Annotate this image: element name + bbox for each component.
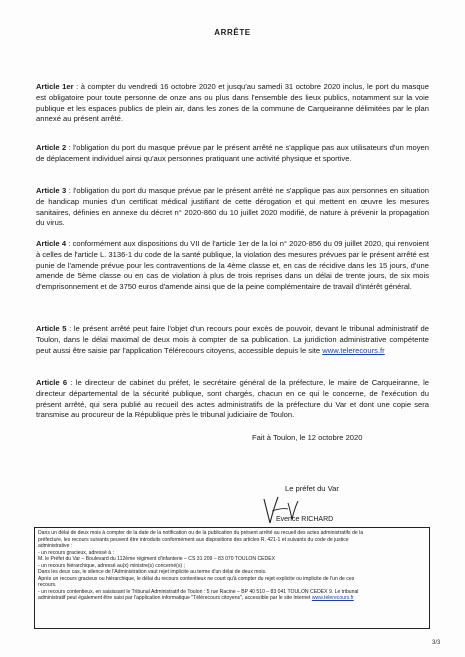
article-6-text: : le directeur de cabinet du préfet, le secrétaire général de la préfecture, le maire de Carqueiranne, le directeur départemental de la sécurité publique, sont chargés, chacun en ce qui le concerne, de l'exécution du présent arrêté, qui sera publié au recueil des actes administratifs de la préfecture du Var et dont une copie sera transmise au procureur de la République près le tribunal judiciaire de Toulon.: [36, 378, 429, 420]
notice-line: - un recours contentieux, en saisissant le Tribunal Administratif de Toulon : 5 rue Racine – BP 40 510 – 83 041 TOULON CEDEX 9. Le tribunal: [38, 588, 359, 595]
document-title: ARRÊTE: [214, 28, 251, 37]
notice-telerecours-link[interactable]: www.telerecours.fr: [311, 595, 354, 602]
article-5: [36, 324, 429, 356]
notice-line: Dans un délai de deux mois à compter de la date de la notification ou de la publication du présent arrêté au recueil des actes administratifs de la: [38, 530, 364, 536]
notice-line: Après un recours gracieux ou hiérarchique, le délai du recours contentieux ne court qu'à compter du rejet explicite ou implicite de l'un de ces: [38, 575, 355, 582]
article-2-text: : l'obligation du port du masque prévue par le présent arrêté ne s'applique pas aux utilisateurs d'un moyen de déplacement individuel ainsi qu'aux personnes pratiquant une activité physique et sportive.: [36, 143, 429, 163]
article-3: [36, 186, 429, 229]
article-3-text: : l'obligation du port du masque prévue par le présent arrêté ne s'applique pas aux personnes en situation de handicap munies d'un certificat médical justifiant de cette dérogation et qui mettent en œuvre les mesures sanitaires, définies en annexe du décret n° 2020-860 du 10 juillet 2020 modifié, de nature à prévenir la propagation du virus.: [36, 186, 429, 228]
notice-line: M. le Préfet du Var – Boulevard du 112ème régiment d'infanterie – CS 31 209 – 83 070 TOULON CEDEX: [38, 556, 276, 563]
article-6: [36, 378, 429, 421]
signatory-title: Le préfet du Var: [285, 484, 339, 493]
article-1: [36, 82, 429, 125]
article-4: [36, 239, 429, 293]
notice-line: administratif peut également être saisi par l'application informatique "Télérecours citoyens", accessible par le site internet: [38, 595, 312, 602]
article-3-label: Article 3: [36, 186, 67, 195]
notice-line-last: [38, 595, 426, 602]
article-4-text: : conformément aux dispositions du VII de l'article 1er de la loi n° 2020-856 du 09 juillet 2020, qui renvoient à celles de l'article L. 3136-1 du code de la santé publique, la violation des mesures prévues par le présent arrêté est punie de l'amende prévue pour les contraventions de la 4ème classe et, en cas de récidive dans les 15 jours, d'une amende de 5ème classe ou en cas de violation à plus de trois reprises dans un délai de trente jours, de six mois d'emprisonnement et de 3750 euros d'amende ainsi que de la peine complémentaire de travail d'intérêt général.: [36, 239, 429, 292]
article-2: [36, 143, 429, 165]
article-5-label: Article 5: [36, 324, 67, 333]
notice-line: - un recours gracieux, adressé à :: [38, 549, 114, 556]
notice-line: recours.: [38, 582, 57, 589]
notice-line: - un recours hiérarchique, adressé au(x) ministre(s) concerné(s) ;: [38, 562, 185, 569]
notice-line: Dans les deux cas, le silence de l'Administration vaut rejet implicite au terme d'un délai de deux mois.: [38, 569, 267, 576]
article-1-label: Article 1er: [36, 82, 74, 91]
done-at-line: Fait à Toulon, le 12 octobre 2020: [252, 433, 363, 442]
article-2-label: Article 2: [36, 143, 67, 152]
telerecours-link[interactable]: www.telerecours.fr: [322, 345, 385, 355]
notice-line: préfecture, les recours suivants peuvent être introduits conformément aux dispositions des articles R. 421-1 et suivants du code de justice: [38, 536, 349, 543]
notice-line: administrative :: [38, 543, 73, 550]
signatory-name: Evence RICHARD: [276, 516, 334, 523]
article-6-label: Article 6: [36, 378, 68, 387]
page-number: 3/3: [432, 640, 441, 646]
article-5-text: : le présent arrêté peut faire l'objet d'un recours pour excès de pouvoir, devant le tribunal administratif de Toulon, dans le délai maximal de deux mois à compter de sa publication. La juridiction administrative compétente peut aussi être saisie par l'application Télérecours citoyens, accessible depuis le site: [36, 324, 430, 355]
article-4-label: Article 4: [36, 239, 67, 248]
appeal-notice-box: [34, 527, 430, 629]
article-1-text: : à compter du vendredi 16 octobre 2020 et jusqu'au samedi 31 octobre 2020 inclus, le port du masque est obligatoire pour toute personne de onze ans ou plus dans l'ensemble des lieux publics, notamment sur la voie publique et les espaces publics de plein air, dans les zones de la commune de Carqueiranne délimitées par le plan annexé au présent arrêté.: [36, 82, 429, 124]
